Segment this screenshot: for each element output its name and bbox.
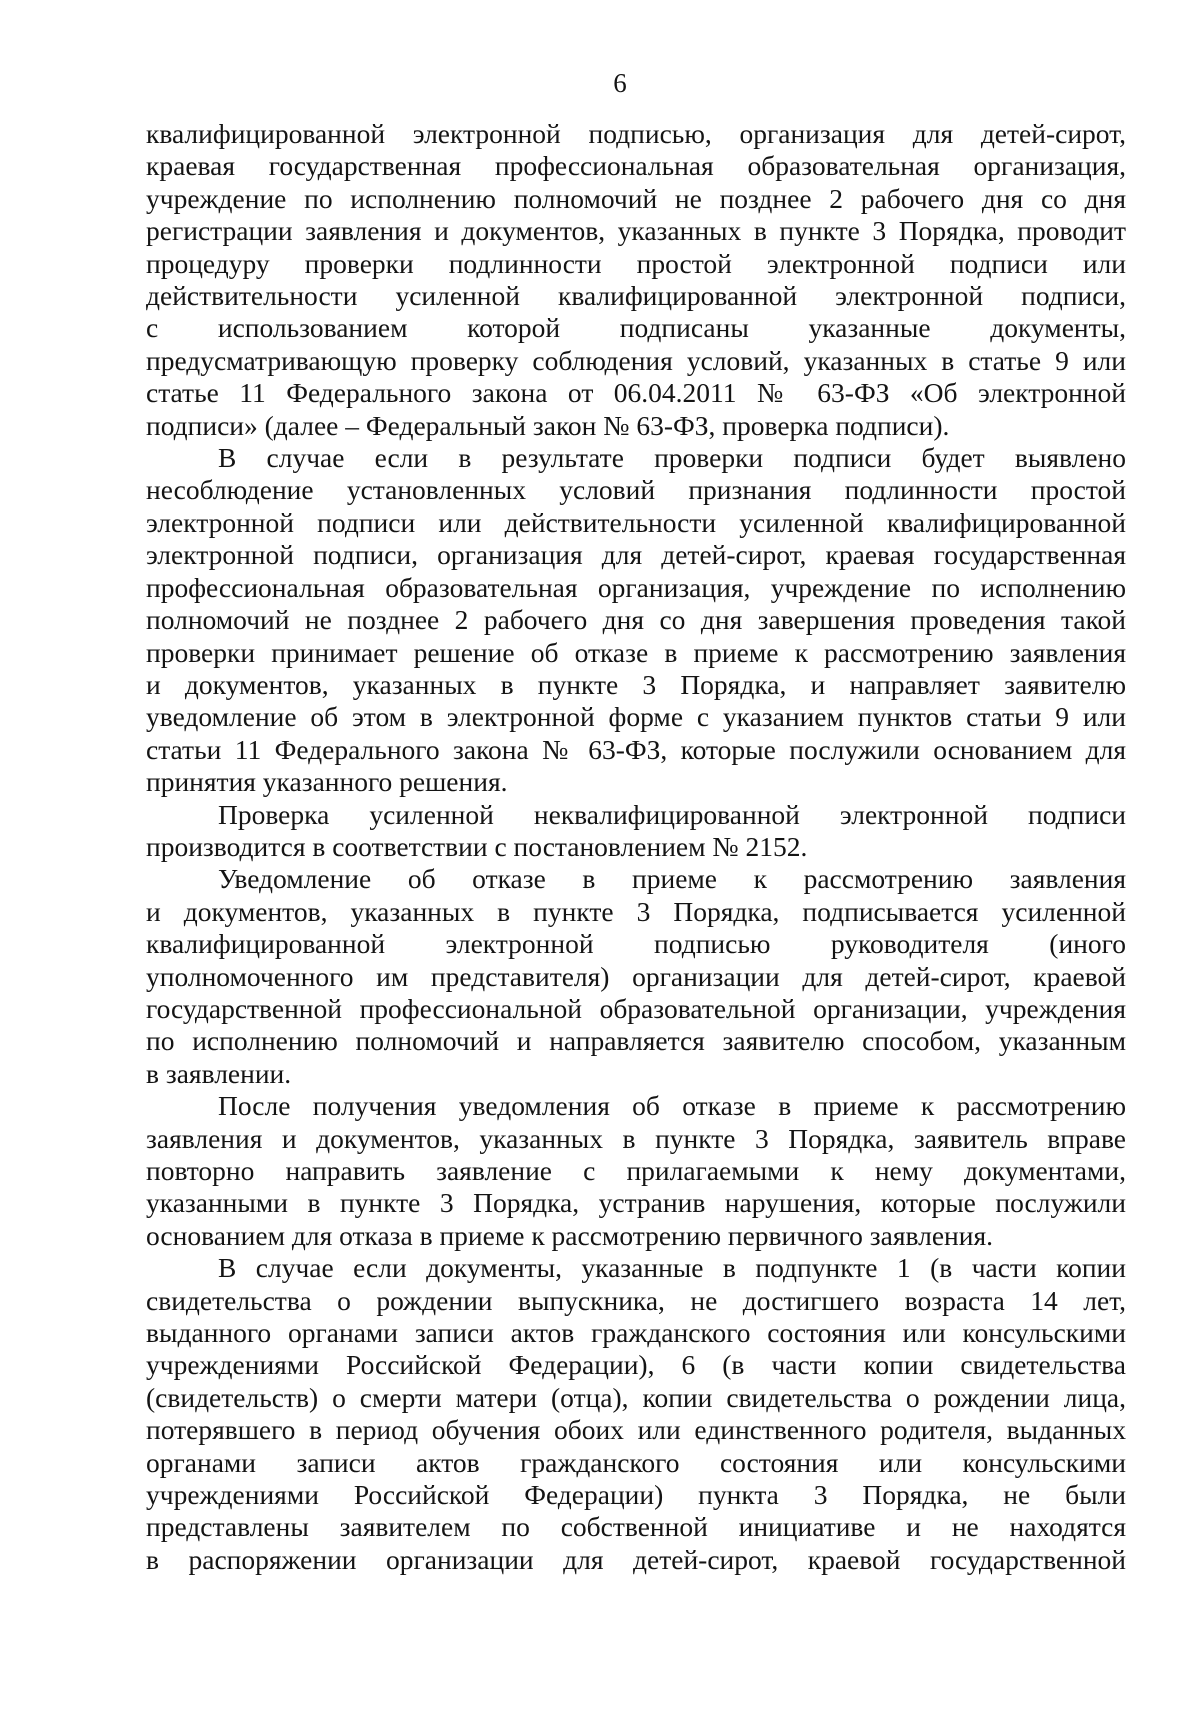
- text-line: заявления и документов, указанных в пункте 3 Порядка, заявитель вправе: [146, 1122, 1126, 1154]
- paragraph: [146, 863, 1126, 1090]
- text-line: электронной подписи или действительности усиленной квалифицированной: [146, 506, 1126, 538]
- text-line: Проверка усиленной неквалифицированной электронной подписи: [218, 798, 1126, 830]
- text-line: и документов, указанных в пункте 3 Порядка, подписывается усиленной: [146, 895, 1126, 927]
- text-line: несоблюдение установленных условий признания подлинности простой: [146, 474, 1126, 506]
- text-line: регистрации заявления и документов, указанных в пункте 3 Порядка, проводит: [146, 215, 1126, 247]
- text-line: уведомление об этом в электронной форме с указанием пунктов статьи 9 или: [146, 701, 1126, 733]
- text-line: краевая государственная профессиональная образовательная организация,: [146, 150, 1126, 182]
- text-line: В случае если в результате проверки подписи будет выявлено: [218, 442, 1126, 474]
- text-line: потерявшего в период обучения обоих или единственного родителя, выданных: [146, 1414, 1126, 1446]
- text-line: основанием для отказа в приеме к рассмотрению первичного заявления.: [146, 1219, 993, 1251]
- text-line: После получения уведомления об отказе в приеме к рассмотрению: [218, 1090, 1126, 1122]
- text-line: государственной профессиональной образовательной организации, учреждения: [146, 992, 1126, 1024]
- text-line: квалифицированной электронной подписью, организация для детей-сирот,: [146, 118, 1126, 149]
- text-line: уполномоченного им представителя) организации для детей-сирот, краевой: [146, 960, 1126, 992]
- paragraph: [146, 118, 1126, 442]
- text-line: статьи 11 Федерального закона № 63-ФЗ, которые послужили основанием для: [146, 733, 1126, 765]
- paragraph: [146, 1090, 1126, 1252]
- text-line: органами записи актов гражданского состояния или консульскими: [146, 1446, 1126, 1478]
- text-line: учреждениями Российской Федерации), 6 (в части копии свидетельства: [146, 1349, 1126, 1381]
- text-line: проверки принимает решение об отказе в приеме к рассмотрению заявления: [146, 636, 1126, 668]
- text-line: подписи» (далее – Федеральный закон № 63-ФЗ, проверка подписи).: [146, 409, 950, 441]
- text-line: в распоряжении организации для детей-сирот, краевой государственной: [146, 1543, 1126, 1575]
- text-line: свидетельства о рождении выпускника, не достигшего возраста 14 лет,: [146, 1284, 1126, 1316]
- text-line: в заявлении.: [146, 1057, 292, 1089]
- text-line: процедуру проверки подлинности простой электронной подписи или: [146, 247, 1126, 279]
- text-line: (свидетельств) о смерти матери (отца), копии свидетельства о рождении лица,: [146, 1381, 1126, 1413]
- text-line: учреждение по исполнению полномочий не позднее 2 рабочего дня со дня: [146, 182, 1126, 214]
- text-line: действительности усиленной квалифицированной электронной подписи,: [146, 280, 1126, 312]
- text-line: полномочий не позднее 2 рабочего дня со дня завершения проведения такой: [146, 604, 1126, 636]
- text-line: представлены заявителем по собственной инициативе и не находятся: [146, 1511, 1126, 1543]
- text-line: выданного органами записи актов гражданского состояния или консульскими: [146, 1317, 1126, 1349]
- page-number: 6: [613, 68, 627, 98]
- text-line: учреждениями Российской Федерации) пункта 3 Порядка, не были: [146, 1479, 1126, 1511]
- text-line: принятия указанного решения.: [146, 766, 508, 798]
- text-line: по исполнению полномочий и направляется заявителю способом, указанным: [146, 1025, 1126, 1057]
- text-line: В случае если документы, указанные в подпункте 1 (в части копии: [218, 1252, 1126, 1284]
- text-line: указанными в пункте 3 Порядка, устранив нарушения, которые послужили: [146, 1187, 1126, 1219]
- text-line: Уведомление об отказе в приеме к рассмотрению заявления: [218, 863, 1126, 895]
- paragraph: [146, 799, 1126, 864]
- text-line: статье 11 Федерального закона от 06.04.2011 № 63-ФЗ «Об электронной: [146, 377, 1126, 409]
- paragraph: [146, 1252, 1126, 1576]
- document-body: [146, 118, 1126, 1576]
- text-line: предусматривающую проверку соблюдения условий, указанных в статье 9 или: [146, 344, 1126, 376]
- text-line: повторно направить заявление с прилагаемыми к нему документами,: [146, 1155, 1126, 1186]
- text-line: квалифицированной электронной подписью руководителя (иного: [146, 928, 1126, 960]
- text-line: производится в соответствии с постановлением № 2152.: [146, 830, 808, 862]
- text-line: и документов, указанных в пункте 3 Порядка, и направляет заявителю: [146, 668, 1126, 700]
- text-line: электронной подписи, организация для детей-сирот, краевая государственная: [146, 539, 1126, 571]
- text-line: с использованием которой подписаны указанные документы,: [146, 312, 1126, 344]
- text-line: профессиональная образовательная организация, учреждение по исполнению: [146, 571, 1126, 603]
- paragraph: [146, 442, 1126, 798]
